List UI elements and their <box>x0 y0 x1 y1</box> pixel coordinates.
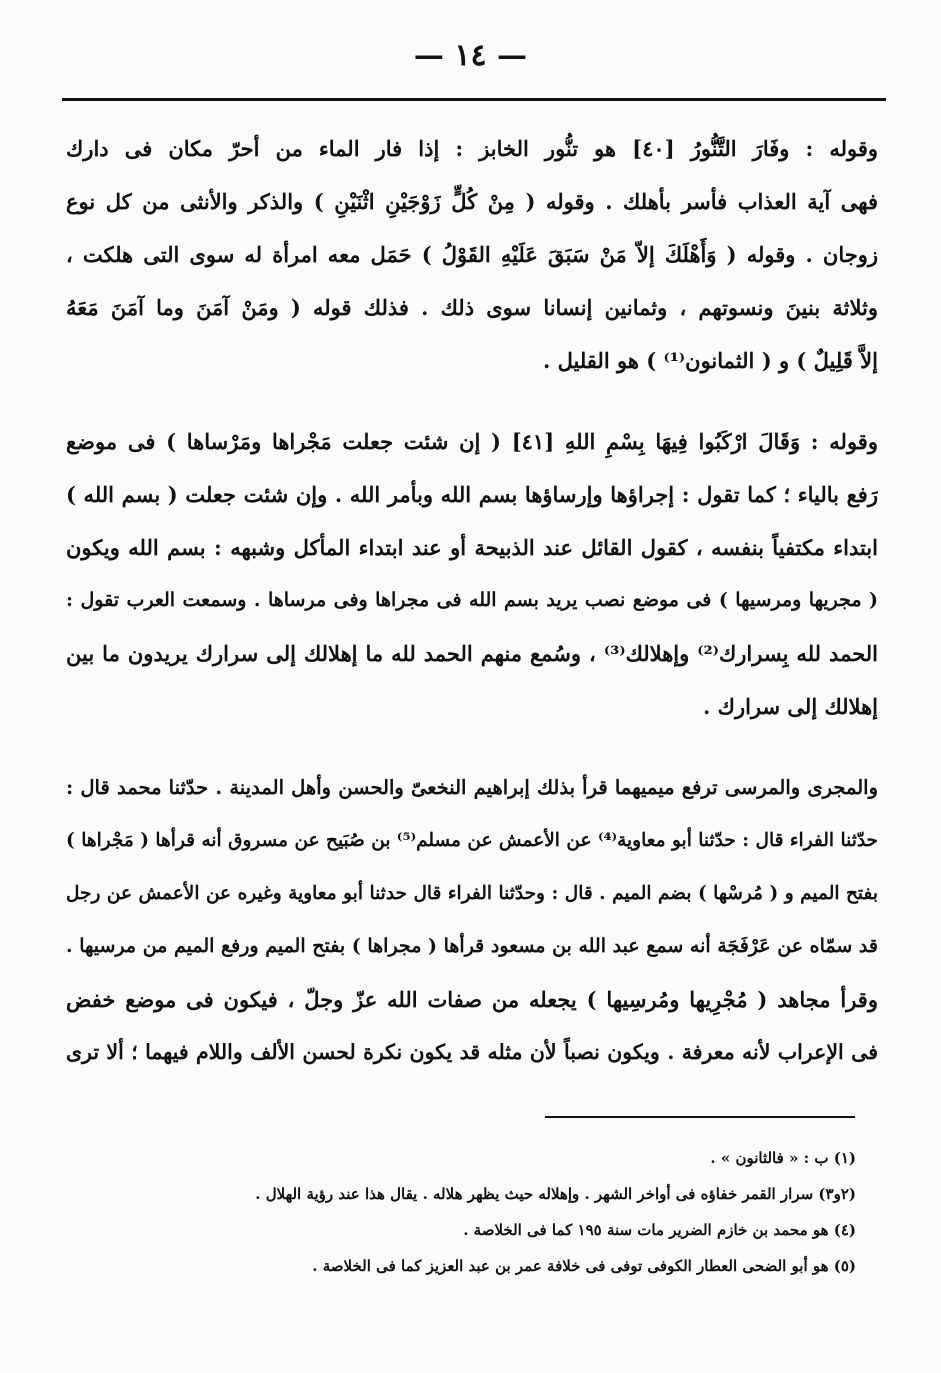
text-line: ( مجريها ومرسيها ) فى موضع نصب يريد بسم الله فى مجراها وفى مرساها . وسمعت العرب تقول : <box>66 589 878 611</box>
text-line: والمجرى والمرسى ترفع ميميهما قرأ بذلك إبراهيم النخعىّ والحسن وأهل المدينة . حدّثنا محمد قال : <box>66 776 878 799</box>
page-number: — ١٤ — <box>413 38 528 73</box>
footnote: (١) ب : « فالثانون » . <box>710 1149 856 1167</box>
text-line: وقوله : وفَارَ التَّنُّورُ [٤٠] هو تنُّور الخابز : إذا فار الماء من أحرّ مكان فى دارك <box>66 136 878 161</box>
footnote-rule <box>545 1116 855 1118</box>
text-line: إلاَّ قَلِيلٌ ) و ( الثمانون⁽¹⁾ ) هو القليل . <box>542 348 878 373</box>
text-line: رَفع بالياء ؛ كما تقول : إجراؤها وإرساؤها بسم الله وبأمر الله . وإن شئت جعلت ( بسم الله ) <box>66 482 878 507</box>
text-line: إهلالك إلى سرارك . <box>703 694 878 719</box>
paragraph-3 <box>66 761 878 1079</box>
text-line: زوجان . وقوله ( وَأَهْلَكَ إلاّ مَنْ سَبَقَ عَلَيْهِ القَوْلُ ) حَمَل معه امرأة له سوى التى هلكت ، <box>66 242 878 267</box>
footnote: (٥) هو أبو الضحى العطار الكوفى توفى فى خلافة عمر بن عبد العزيز كما فى الخلاصة . <box>312 1257 856 1275</box>
main-text <box>66 122 878 1079</box>
text-line: بفتح الميم و ( مُرسْها ) بضم الميم . قال : وحدّثنا الفراء قال حدثنا أبو معاوية وغيره عن الأعمش عن رجل <box>66 883 878 904</box>
text-line: فى الإعراب لأنه معرفة . ويكون نصباً لأن مثله قد يكون نكرة لحسن الألف واللام فيهما ؛ ألا ترى <box>66 1040 878 1064</box>
footnotes <box>66 1140 856 1284</box>
text-line: قد سمّاه عن عَرْفَجَة أنه سمع عبد الله بن مسعود قرأها ( مجراها ) بفتح الميم ورفع الميم من مرسيها . <box>66 935 878 957</box>
text-line: وقرأ مجاهد ( مُجْرِيها ومُرسِيها ) يجعله من صفات الله عزّ وجلّ ، فيكون فى موضع خفض <box>66 987 878 1012</box>
text-line: فهى آية العذاب فأسر بأهلك . وقوله ( مِنْ كُلٍّ زَوْجَيْنِ اثْنَيْنِ ) والذكر والأنثى من كل نوع <box>66 189 878 214</box>
footnote: (٤) هو محمد بن خازم الضرير مات سنة ١٩٥ كما فى الخلاصة . <box>463 1221 856 1239</box>
text-line: حدّثنا الفراء قال : حدّثنا أبو معاوية⁽⁴⁾ عن الأعمش عن مسلم⁽⁵⁾ بن صُبَيح عن مسروق أنه قرأها ( مَجْراها ) <box>66 830 878 851</box>
footnote: (٢و٣) سرار القمر خفاؤه فى أواخر الشهر . وإهلاله حيث يظهر هلاله . يقال هذا عند رؤية الهلال . <box>255 1185 856 1203</box>
paragraph-2 <box>66 415 878 733</box>
paragraph-gap <box>66 733 878 761</box>
text-line: وثلاثة بنينَ ونسوتهم ، وثمانين إنسانا سوى ذلك . فذلك قوله ( ومَنْ آمَنَ وما آمَنَ مَعَهُ <box>66 295 878 320</box>
paragraph-gap <box>66 387 878 415</box>
text-line: ابتداء مكتفياً بنفسه ، كقول القائل عند الذبيحة أو عند ابتداء المأكل وشبهه : بسم الله ويكون <box>66 535 878 560</box>
paragraph-1 <box>66 122 878 387</box>
text-line: الحمد لله بِسرارك⁽²⁾ وإهلالك⁽³⁾ ، وسُمع منهم الحمد لله ما إهلالك إلى سرارك يريدون ما بين <box>66 641 878 666</box>
text-line: وقوله : وَقَالَ ارْكَبُوا فِيهَا بِسْمِ اللهِ [٤١] ( إن شئت جعلت مَجْراها ومَرْساها ) فى موضع <box>66 429 878 454</box>
header-rule <box>62 98 886 101</box>
